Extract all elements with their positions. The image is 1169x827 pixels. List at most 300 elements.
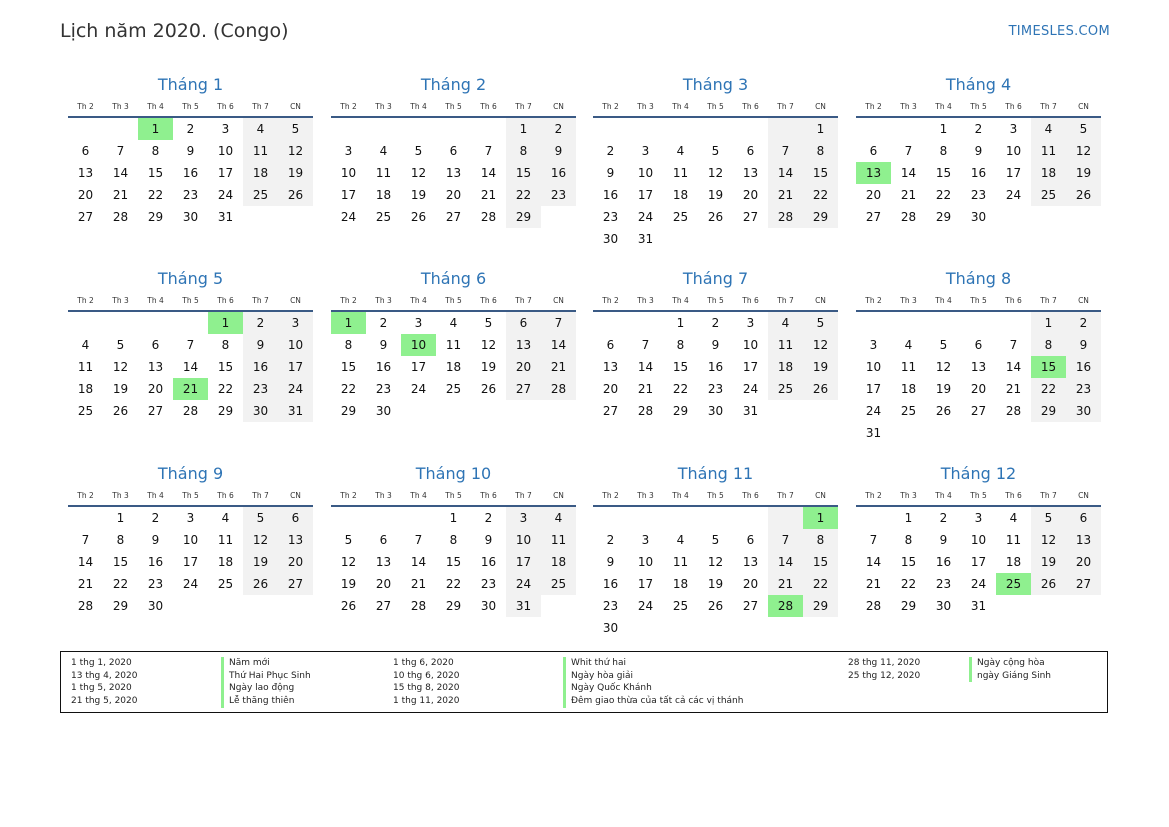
day-cell[interactable]: 19 [707,188,724,202]
day-cell[interactable]: 8 [803,529,838,551]
day-cell[interactable]: 6 [869,144,878,158]
day-cell[interactable]: 5 [414,144,423,158]
day-cell[interactable]: 11 [541,529,576,551]
day-cell[interactable]: 21 [865,577,882,591]
day-cell[interactable]: 18 [541,551,576,573]
day-cell[interactable]: 5 [344,533,353,547]
day-cell[interactable]: 5 [484,316,493,330]
day-cell[interactable]: 27 [865,210,882,224]
day-cell[interactable]: 26 [278,184,313,206]
day-cell[interactable]: 1 [208,312,243,334]
day-cell[interactable]: 18 [243,162,278,184]
day-cell[interactable]: 1 [506,118,541,140]
day-cell[interactable]: 16 [602,188,619,202]
day-cell[interactable]: 20 [375,577,392,591]
day-cell[interactable]: 25 [445,382,462,396]
day-cell[interactable]: 16 [970,166,987,180]
day-cell[interactable]: 19 [803,356,838,378]
day-cell[interactable]: 19 [1031,551,1066,573]
day-cell[interactable]: 25 [77,404,94,418]
day-cell[interactable]: 9 [1066,334,1101,356]
day-cell[interactable]: 19 [1066,162,1101,184]
day-cell[interactable]: 25 [1031,184,1066,206]
day-cell[interactable]: 21 [900,188,917,202]
day-cell[interactable]: 13 [1066,529,1101,551]
day-cell[interactable]: 10 [506,529,541,551]
day-cell[interactable]: 21 [637,382,654,396]
day-cell[interactable]: 23 [243,378,278,400]
day-cell[interactable]: 18 [217,555,234,569]
day-cell[interactable]: 18 [672,577,689,591]
day-cell[interactable]: 17 [278,356,313,378]
day-cell[interactable]: 2 [606,533,615,547]
day-cell[interactable]: 24 [865,404,882,418]
day-cell[interactable]: 30 [602,621,619,635]
day-cell[interactable]: 24 [970,577,987,591]
day-cell[interactable]: 7 [81,533,90,547]
day-cell[interactable]: 16 [602,577,619,591]
day-cell[interactable]: 6 [746,144,755,158]
day-cell[interactable]: 11 [217,533,234,547]
day-cell[interactable]: 30 [707,404,724,418]
day-cell[interactable]: 15 [506,162,541,184]
day-cell[interactable]: 25 [243,184,278,206]
day-cell[interactable]: 28 [1005,404,1022,418]
day-cell[interactable]: 27 [742,599,759,613]
day-cell[interactable]: 24 [742,382,759,396]
day-cell[interactable]: 12 [278,140,313,162]
day-cell[interactable]: 14 [900,166,917,180]
day-cell[interactable]: 27 [602,404,619,418]
day-cell[interactable]: 4 [768,312,803,334]
day-cell[interactable]: 19 [243,551,278,573]
day-cell[interactable]: 11 [900,360,917,374]
day-cell[interactable]: 30 [147,599,164,613]
day-cell[interactable]: 29 [147,210,164,224]
day-cell[interactable]: 12 [1031,529,1066,551]
day-cell[interactable]: 2 [379,316,388,330]
day-cell[interactable]: 12 [707,166,724,180]
day-cell[interactable]: 5 [243,507,278,529]
day-cell[interactable]: 24 [340,210,357,224]
day-cell[interactable]: 14 [865,555,882,569]
day-cell[interactable]: 27 [742,210,759,224]
day-cell[interactable]: 22 [112,577,129,591]
day-cell[interactable]: 21 [541,356,576,378]
day-cell[interactable]: 7 [186,338,195,352]
day-cell[interactable]: 29 [112,599,129,613]
day-cell[interactable]: 7 [1009,338,1018,352]
day-cell[interactable]: 2 [1066,312,1101,334]
day-cell[interactable]: 6 [81,144,90,158]
day-cell[interactable]: 18 [77,382,94,396]
day-cell[interactable]: 31 [217,210,234,224]
day-cell[interactable]: 21 [112,188,129,202]
day-cell[interactable]: 13 [602,360,619,374]
day-cell[interactable]: 7 [768,140,803,162]
day-cell[interactable]: 10 [742,338,759,352]
day-cell[interactable]: 15 [900,555,917,569]
day-cell[interactable]: 9 [484,533,493,547]
day-cell[interactable]: 8 [939,144,948,158]
day-cell[interactable]: 18 [445,360,462,374]
day-cell[interactable]: 3 [506,507,541,529]
day-cell[interactable]: 22 [147,188,164,202]
day-cell[interactable]: 22 [340,382,357,396]
day-cell[interactable]: 10 [182,533,199,547]
day-cell[interactable]: 13 [742,555,759,569]
day-cell[interactable]: 22 [900,577,917,591]
day-cell[interactable]: 12 [707,555,724,569]
day-cell[interactable]: 5 [1031,507,1066,529]
day-cell[interactable]: 16 [1066,356,1101,378]
brand-link[interactable]: TIMESLES.COM [1008,24,1110,39]
day-cell[interactable]: 10 [637,166,654,180]
day-cell[interactable]: 26 [1031,573,1066,595]
day-cell[interactable]: 2 [606,144,615,158]
day-cell[interactable]: 31 [742,404,759,418]
day-cell[interactable]: 15 [217,360,234,374]
day-cell[interactable]: 23 [970,188,987,202]
day-cell[interactable]: 29 [900,599,917,613]
day-cell[interactable]: 29 [217,404,234,418]
day-cell[interactable]: 23 [147,577,164,591]
day-cell[interactable]: 14 [768,162,803,184]
day-cell[interactable]: 4 [541,507,576,529]
day-cell[interactable]: 13 [375,555,392,569]
day-cell[interactable]: 3 [186,511,195,525]
day-cell[interactable]: 16 [707,360,724,374]
day-cell[interactable]: 4 [221,511,230,525]
day-cell[interactable]: 10 [865,360,882,374]
day-cell[interactable]: 1 [449,511,458,525]
day-cell[interactable]: 11 [1005,533,1022,547]
day-cell[interactable]: 28 [480,210,497,224]
day-cell[interactable]: 23 [375,382,392,396]
day-cell[interactable]: 11 [375,166,392,180]
day-cell[interactable]: 11 [77,360,94,374]
day-cell[interactable]: 22 [506,184,541,206]
day-cell[interactable]: 6 [278,507,313,529]
day-cell[interactable]: 3 [278,312,313,334]
day-cell[interactable]: 21 [410,577,427,591]
day-cell[interactable]: 25 [672,210,689,224]
day-cell[interactable]: 6 [449,144,458,158]
day-cell[interactable]: 29 [935,210,952,224]
day-cell[interactable]: 31 [506,595,541,617]
day-cell[interactable]: 7 [541,312,576,334]
day-cell[interactable]: 8 [506,140,541,162]
day-cell[interactable]: 9 [186,144,195,158]
day-cell[interactable]: 25 [217,577,234,591]
day-cell[interactable]: 2 [541,118,576,140]
day-cell[interactable]: 23 [480,577,497,591]
day-cell[interactable]: 12 [243,529,278,551]
day-cell[interactable]: 31 [278,400,313,422]
day-cell[interactable]: 15 [340,360,357,374]
day-cell[interactable]: 18 [375,188,392,202]
day-cell[interactable]: 18 [1031,162,1066,184]
day-cell[interactable]: 6 [379,533,388,547]
day-cell[interactable]: 17 [340,188,357,202]
day-cell[interactable]: 4 [676,144,685,158]
day-cell[interactable]: 18 [768,356,803,378]
day-cell[interactable]: 14 [112,166,129,180]
day-cell[interactable]: 23 [707,382,724,396]
day-cell[interactable]: 9 [243,334,278,356]
day-cell[interactable]: 20 [1066,551,1101,573]
day-cell[interactable]: 30 [970,210,987,224]
day-cell[interactable]: 14 [1005,360,1022,374]
day-cell[interactable]: 9 [711,338,720,352]
day-cell[interactable]: 1 [676,316,685,330]
day-cell[interactable]: 26 [410,210,427,224]
day-cell[interactable]: 16 [243,356,278,378]
day-cell[interactable]: 27 [278,573,313,595]
day-cell[interactable]: 20 [445,188,462,202]
day-cell[interactable]: 7 [116,144,125,158]
day-cell[interactable]: 10 [637,555,654,569]
day-cell[interactable]: 17 [217,166,234,180]
day-cell[interactable]: 24 [637,599,654,613]
day-cell[interactable]: 28 [182,404,199,418]
day-cell[interactable]: 6 [606,338,615,352]
day-cell[interactable]: 17 [1005,166,1022,180]
day-cell[interactable]: 10 [278,334,313,356]
day-cell[interactable]: 25 [375,210,392,224]
day-cell[interactable]: 13 [970,360,987,374]
day-cell[interactable]: 13 [278,529,313,551]
day-cell[interactable]: 16 [147,555,164,569]
day-cell[interactable]: 29 [506,206,541,228]
day-cell[interactable]: 4 [449,316,458,330]
day-cell[interactable]: 6 [1066,507,1101,529]
day-cell[interactable]: 4 [904,338,913,352]
day-cell[interactable]: 12 [480,338,497,352]
day-cell[interactable]: 23 [602,599,619,613]
day-cell[interactable]: 15 [672,360,689,374]
day-cell[interactable]: 15 [112,555,129,569]
day-cell[interactable]: 25 [900,404,917,418]
day-cell[interactable]: 26 [1066,184,1101,206]
day-cell[interactable]: 19 [278,162,313,184]
day-cell[interactable]: 10 [340,166,357,180]
day-cell[interactable]: 14 [182,360,199,374]
day-cell[interactable]: 15 [1031,356,1066,378]
day-cell[interactable]: 8 [344,338,353,352]
day-cell[interactable]: 7 [414,533,423,547]
day-cell[interactable]: 15 [803,551,838,573]
day-cell[interactable]: 10 [217,144,234,158]
day-cell[interactable]: 5 [803,312,838,334]
day-cell[interactable]: 15 [935,166,952,180]
day-cell[interactable]: 7 [904,144,913,158]
day-cell[interactable]: 22 [445,577,462,591]
day-cell[interactable]: 1 [116,511,125,525]
day-cell[interactable]: 11 [1031,140,1066,162]
day-cell[interactable]: 2 [974,122,983,136]
day-cell[interactable]: 28 [768,595,803,617]
day-cell[interactable]: 9 [606,555,615,569]
day-cell[interactable]: 15 [147,166,164,180]
day-cell[interactable]: 21 [1005,382,1022,396]
day-cell[interactable]: 24 [217,188,234,202]
day-cell[interactable]: 11 [672,555,689,569]
day-cell[interactable]: 21 [173,378,208,400]
day-cell[interactable]: 14 [410,555,427,569]
day-cell[interactable]: 25 [996,573,1031,595]
day-cell[interactable]: 21 [768,184,803,206]
day-cell[interactable]: 26 [480,382,497,396]
day-cell[interactable]: 3 [869,338,878,352]
day-cell[interactable]: 13 [445,166,462,180]
day-cell[interactable]: 3 [746,316,755,330]
day-cell[interactable]: 22 [803,184,838,206]
day-cell[interactable]: 4 [1031,118,1066,140]
day-cell[interactable]: 5 [1066,118,1101,140]
day-cell[interactable]: 20 [742,577,759,591]
day-cell[interactable]: 16 [375,360,392,374]
day-cell[interactable]: 14 [637,360,654,374]
day-cell[interactable]: 19 [935,382,952,396]
day-cell[interactable]: 15 [445,555,462,569]
day-cell[interactable]: 12 [803,334,838,356]
day-cell[interactable]: 8 [151,144,160,158]
day-cell[interactable]: 30 [182,210,199,224]
day-cell[interactable]: 2 [711,316,720,330]
day-cell[interactable]: 8 [449,533,458,547]
day-cell[interactable]: 9 [541,140,576,162]
day-cell[interactable]: 19 [480,360,497,374]
day-cell[interactable]: 6 [151,338,160,352]
day-cell[interactable]: 11 [768,334,803,356]
day-cell[interactable]: 19 [112,382,129,396]
day-cell[interactable]: 26 [243,573,278,595]
day-cell[interactable]: 2 [939,511,948,525]
day-cell[interactable]: 16 [541,162,576,184]
day-cell[interactable]: 31 [970,599,987,613]
day-cell[interactable]: 2 [484,511,493,525]
day-cell[interactable]: 30 [243,400,278,422]
day-cell[interactable]: 27 [147,404,164,418]
day-cell[interactable]: 26 [707,210,724,224]
day-cell[interactable]: 7 [484,144,493,158]
day-cell[interactable]: 6 [974,338,983,352]
day-cell[interactable]: 24 [1005,188,1022,202]
day-cell[interactable]: 23 [541,184,576,206]
day-cell[interactable]: 5 [711,144,720,158]
day-cell[interactable]: 22 [935,188,952,202]
day-cell[interactable]: 12 [112,360,129,374]
day-cell[interactable]: 17 [410,360,427,374]
day-cell[interactable]: 29 [1031,400,1066,422]
day-cell[interactable]: 20 [865,188,882,202]
day-cell[interactable]: 1 [904,511,913,525]
day-cell[interactable]: 13 [506,334,541,356]
day-cell[interactable]: 10 [1005,144,1022,158]
day-cell[interactable]: 4 [676,533,685,547]
day-cell[interactable]: 5 [711,533,720,547]
day-cell[interactable]: 25 [768,378,803,400]
day-cell[interactable]: 27 [970,404,987,418]
day-cell[interactable]: 12 [1066,140,1101,162]
day-cell[interactable]: 2 [243,312,278,334]
day-cell[interactable]: 20 [970,382,987,396]
day-cell[interactable]: 3 [221,122,230,136]
day-cell[interactable]: 2 [186,122,195,136]
day-cell[interactable]: 9 [151,533,160,547]
day-cell[interactable]: 5 [116,338,125,352]
day-cell[interactable]: 29 [803,595,838,617]
day-cell[interactable]: 12 [340,555,357,569]
day-cell[interactable]: 27 [77,210,94,224]
day-cell[interactable]: 24 [410,382,427,396]
day-cell[interactable]: 23 [602,210,619,224]
day-cell[interactable]: 20 [147,382,164,396]
day-cell[interactable]: 20 [77,188,94,202]
day-cell[interactable]: 14 [541,334,576,356]
day-cell[interactable]: 30 [375,404,392,418]
day-cell[interactable]: 30 [1066,400,1101,422]
day-cell[interactable]: 31 [637,232,654,246]
day-cell[interactable]: 29 [340,404,357,418]
day-cell[interactable]: 11 [672,166,689,180]
day-cell[interactable]: 1 [331,312,366,334]
day-cell[interactable]: 24 [182,577,199,591]
day-cell[interactable]: 8 [803,140,838,162]
day-cell[interactable]: 27 [375,599,392,613]
day-cell[interactable]: 7 [768,529,803,551]
day-cell[interactable]: 26 [935,404,952,418]
day-cell[interactable]: 19 [410,188,427,202]
day-cell[interactable]: 12 [935,360,952,374]
day-cell[interactable]: 20 [506,356,541,378]
day-cell[interactable]: 28 [112,210,129,224]
day-cell[interactable]: 10 [970,533,987,547]
day-cell[interactable]: 25 [541,573,576,595]
day-cell[interactable]: 13 [742,166,759,180]
day-cell[interactable]: 22 [217,382,234,396]
day-cell[interactable]: 1 [803,507,838,529]
day-cell[interactable]: 8 [676,338,685,352]
day-cell[interactable]: 1 [803,118,838,140]
day-cell[interactable]: 19 [707,577,724,591]
day-cell[interactable]: 9 [939,533,948,547]
day-cell[interactable]: 28 [768,206,803,228]
day-cell[interactable]: 17 [506,551,541,573]
day-cell[interactable]: 28 [77,599,94,613]
day-cell[interactable]: 24 [278,378,313,400]
day-cell[interactable]: 28 [410,599,427,613]
day-cell[interactable]: 6 [746,533,755,547]
day-cell[interactable]: 28 [541,378,576,400]
day-cell[interactable]: 16 [480,555,497,569]
day-cell[interactable]: 22 [1031,378,1066,400]
day-cell[interactable]: 31 [865,426,882,440]
day-cell[interactable]: 14 [480,166,497,180]
day-cell[interactable]: 1 [939,122,948,136]
day-cell[interactable]: 20 [278,551,313,573]
day-cell[interactable]: 21 [77,577,94,591]
day-cell[interactable]: 23 [1066,378,1101,400]
day-cell[interactable]: 3 [974,511,983,525]
day-cell[interactable]: 18 [672,188,689,202]
day-cell[interactable]: 17 [637,188,654,202]
day-cell[interactable]: 28 [637,404,654,418]
day-cell[interactable]: 9 [379,338,388,352]
day-cell[interactable]: 3 [414,316,423,330]
day-cell[interactable]: 29 [445,599,462,613]
